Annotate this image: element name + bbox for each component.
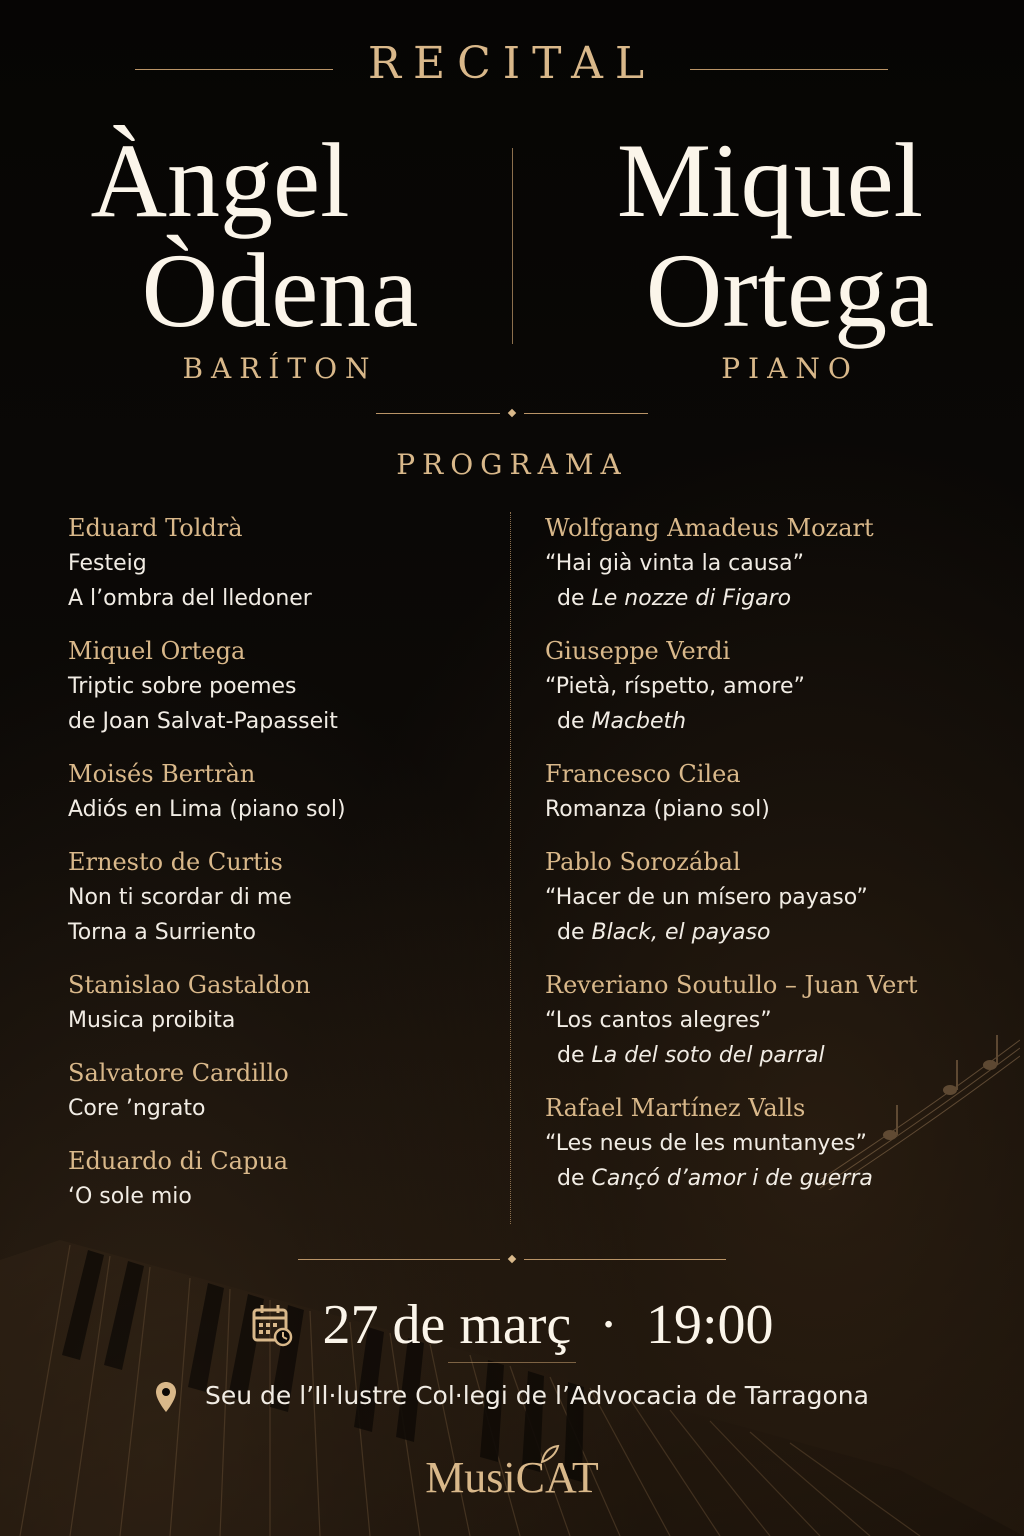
footer-rule-right (524, 1259, 726, 1260)
program-item (68, 967, 488, 1038)
program-item (545, 756, 1005, 827)
program-item (545, 967, 1005, 1073)
program-left-column (68, 510, 488, 1231)
event-time: 19:00 (645, 1294, 774, 1357)
composer-name: Giuseppe Verdi (545, 637, 731, 665)
work-title: A l’ombra del lledoner (68, 586, 312, 611)
location-pin-icon (155, 1381, 177, 1413)
work-source (545, 581, 1005, 616)
performer-1-last-name: Òdena (141, 232, 419, 349)
opera-title: Black, el payaso (591, 920, 771, 945)
composer-name: Reveriano Soutullo – Juan Vert (545, 971, 918, 999)
composer-name: Francesco Cilea (545, 760, 741, 788)
opera-title: Macbeth (591, 709, 687, 734)
program-item (68, 1055, 488, 1126)
source-prefix: de (557, 1043, 585, 1068)
composer-name: Pablo Sorozábal (545, 848, 741, 876)
aria-title: “Les neus de les muntanyes” (545, 1131, 867, 1156)
program-item (545, 510, 1005, 616)
opera-title: Le nozze di Figaro (591, 586, 792, 611)
work-title: Non ti scordar di me (68, 885, 292, 910)
footer-rule-left (298, 1259, 500, 1260)
composer-name: Salvatore Cardillo (68, 1059, 289, 1087)
aria-title: “Hacer de un mísero payaso” (545, 885, 868, 910)
performer-1-first-name: Àngel (90, 122, 350, 239)
program-item (68, 756, 488, 827)
aria-title: “Los cantos alegres” (545, 1008, 772, 1033)
work-title: Musica proibita (68, 1008, 236, 1033)
event-venue-row (0, 1376, 1024, 1416)
date-time-separator: · (599, 1294, 618, 1357)
program-right-column (545, 510, 1005, 1213)
work-title: ‘O sole mio (68, 1184, 192, 1209)
work-source (545, 704, 1005, 739)
date-underline (448, 1362, 576, 1363)
recital-title: RECITAL (367, 38, 657, 89)
program-item (68, 844, 488, 950)
ornament-diamond (508, 409, 516, 417)
work-source (545, 1038, 1005, 1073)
performer-2-last-name: Ortega (645, 232, 935, 349)
performer-1-role: BARÍTON (182, 352, 378, 385)
composer-name: Ernesto de Curtis (68, 848, 283, 876)
aria-title: “Pietà, ríspetto, amore” (545, 674, 805, 699)
program-item (68, 510, 488, 616)
work-title: Torna a Surriento (68, 920, 256, 945)
performer-2-first-name: Miquel (616, 122, 924, 239)
musicat-logo (0, 1452, 1024, 1503)
work-title: Festeig (68, 551, 147, 576)
ornament-rule-left (376, 413, 500, 414)
event-date-row (0, 1288, 1024, 1357)
composer-name: Miquel Ortega (68, 637, 246, 665)
work-title: Core ’ngrato (68, 1096, 206, 1121)
program-item (545, 633, 1005, 739)
work-source (545, 1161, 1005, 1196)
opera-title: Cançó d’amor i de guerra (591, 1166, 873, 1191)
work-title: Triptic sobre poemes (68, 674, 297, 699)
calendar-icon (251, 1303, 293, 1347)
composer-name: Wolfgang Amadeus Mozart (545, 514, 874, 542)
program-divider (510, 512, 511, 1224)
aria-title: Romanza (piano sol) (545, 797, 770, 822)
source-prefix: de (557, 1166, 585, 1191)
opera-title: La del soto del parral (591, 1043, 825, 1068)
program-item (545, 844, 1005, 950)
aria-title: “Hai già vinta la causa” (545, 551, 805, 576)
composer-name: Moisés Bertràn (68, 760, 256, 788)
composer-name: Eduardo di Capua (68, 1147, 289, 1175)
work-title: Adiós en Lima (piano sol) (68, 797, 346, 822)
ornament-rule-right (524, 413, 648, 414)
performer-2-role: PIANO (721, 352, 859, 385)
source-prefix: de (557, 586, 585, 611)
composer-name: Stanislao Gastaldon (68, 971, 311, 999)
program-item (68, 1143, 488, 1214)
performers-divider (512, 148, 513, 344)
work-title: de Joan Salvat-Papasseit (68, 709, 338, 734)
logo-text-cat: CAT (515, 1453, 599, 1502)
source-prefix: de (557, 709, 585, 734)
work-source (545, 915, 1005, 950)
source-prefix: de (557, 920, 585, 945)
composer-name: Eduard Toldrà (68, 514, 243, 542)
program-item (68, 633, 488, 739)
event-venue: Seu de l’Il·lustre Col·legi de l’Advocacia de Tarragona (205, 1381, 869, 1410)
event-date: 27 de març (322, 1294, 572, 1357)
logo-leaf-icon (540, 1444, 560, 1464)
logo-text-musi: Musi (425, 1453, 516, 1502)
program-title: PROGRAMA (396, 448, 628, 481)
program-item (545, 1090, 1005, 1196)
composer-name: Rafael Martínez Valls (545, 1094, 806, 1122)
